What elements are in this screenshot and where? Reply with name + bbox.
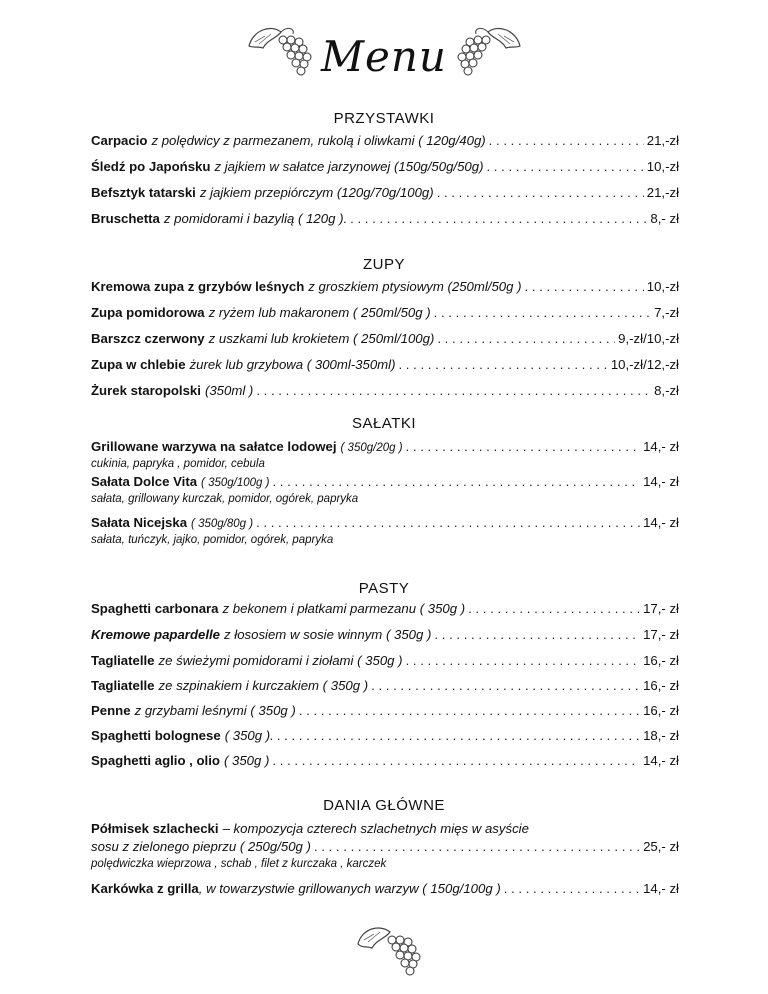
section-heading: ZUPY [362, 256, 405, 273]
item-price: 8,-zł [654, 383, 679, 398]
item-desc: – kompozycja czterech szlachetnych mięs w asyście [222, 821, 529, 836]
item-price: 25,- zł [643, 839, 679, 854]
item-desc: z uszkami lub krokietem ( 250ml/100g) [208, 331, 435, 346]
item-price: 14,- zł [643, 439, 679, 454]
dot-leader [468, 600, 640, 618]
item-price: 10,-zł/12,-zł [610, 357, 679, 372]
item-desc: żurek lub grzybowa ( 300ml-350ml) [189, 357, 396, 372]
item-desc: ( 350g/80g ) [191, 518, 254, 530]
item-name: Spaghetti carbonara [91, 601, 219, 616]
dot-leader [256, 382, 651, 400]
item-desc: z ryżem lub makaronem ( 250ml/50g ) [208, 305, 431, 320]
menu-item [91, 838, 679, 856]
item-desc: z pomidorami i bazylią ( 120g ). [163, 211, 348, 226]
item-price: 17,- zł [643, 601, 679, 616]
grapes-icon [352, 920, 430, 982]
item-price: 8,- zł [650, 211, 679, 226]
item-desc: , w towarzystwie grillowanych warzyw ( 150g/100g ) [198, 881, 501, 896]
item-desc: ze szpinakiem i kurczakiem ( 350g ) [158, 678, 369, 693]
dot-leader [406, 652, 641, 670]
item-price: 17,- zł [643, 627, 679, 642]
item-name: Tagliatelle [91, 678, 155, 693]
item-desc: ( 350g/20g ) [340, 442, 403, 454]
item-desc: z bekonem i płatkami parmezanu ( 350g ) [222, 601, 466, 616]
item-name: Kremowe papardelle [91, 627, 220, 642]
dot-leader [437, 330, 615, 348]
menu-item [91, 278, 679, 296]
menu-item [91, 382, 679, 400]
menu-item [91, 330, 679, 348]
dot-leader [489, 132, 644, 150]
dot-leader [525, 278, 644, 296]
item-desc: ( 350g/100g ) [201, 477, 270, 489]
item-price: 14,- zł [643, 753, 679, 768]
menu-item [91, 677, 679, 695]
dot-leader [350, 210, 647, 228]
dot-leader [434, 626, 640, 644]
item-price: 18,- zł [643, 728, 679, 743]
item-price: 16,- zł [643, 653, 679, 668]
item-price: 21,-zł [646, 185, 679, 200]
item-ingredients: sałata, grillowany kurczak, pomidor, ogórek, papryka [91, 493, 359, 505]
item-name: Sałata Nicejska [91, 515, 188, 530]
item-price: 10,-zł [646, 279, 679, 294]
item-name: Sałata Dolce Vita [91, 474, 198, 489]
item-price: 7,-zł [654, 305, 679, 320]
menu-item [91, 652, 679, 670]
item-name: Tagliatelle [91, 653, 155, 668]
menu-item [91, 184, 679, 202]
item-desc: z grzybami leśnymi ( 350g ) [134, 703, 296, 718]
item-name: Spaghetti aglio , olio [91, 753, 220, 768]
item-name: Karkówka z grilla [91, 881, 199, 896]
item-name: Zupa pomidorowa [91, 305, 205, 320]
item-desc: ze świeżymi pomidorami i ziołami ( 350g ) [158, 653, 403, 668]
item-ingredients: sałata, tuńczyk, jajko, pomidor, ogórek, papryka [91, 534, 334, 546]
menu-item [91, 210, 679, 228]
menu-header [0, 18, 768, 88]
item-name: Barszcz czerwony [91, 331, 205, 346]
item-ingredients: polędwiczka wieprzowa , schab , filet z kurczaka , karczek [91, 858, 387, 870]
dot-leader [486, 158, 643, 176]
item-price: 14,- zł [643, 515, 679, 530]
dot-leader [277, 727, 640, 745]
item-name: Penne [91, 703, 131, 718]
item-desc: z łososiem w sosie winnym ( 350g ) [224, 627, 432, 642]
item-name: Półmisek szlachecki [91, 821, 219, 836]
item-price: 9,-zł/10,-zł [618, 331, 679, 346]
item-name: Zupa w chlebie [91, 357, 186, 372]
dot-leader [272, 473, 640, 491]
item-desc: z groszkiem ptysiowym (250ml/50g ) [308, 279, 522, 294]
dot-leader [272, 752, 640, 770]
dot-leader [398, 356, 607, 374]
dot-leader [504, 880, 640, 898]
grapes-icon [448, 18, 526, 80]
dot-leader [444, 184, 644, 202]
item-desc: (350ml ) [204, 383, 254, 398]
menu-item [91, 880, 679, 898]
item-name: Żurek staropolski [91, 383, 201, 398]
section-heading: PASTY [358, 580, 410, 597]
item-desc: z polędwicy z parmezanem, rukolą i oliwkami ( 120g/40g) [151, 133, 486, 148]
menu-item [91, 438, 679, 457]
item-name: Śledź po Japońsku [91, 159, 211, 174]
item-name: Grillowane warzywa na sałatce lodowej [91, 439, 337, 454]
item-desc: z jajkiem w sałatce jarzynowej (150g/50g/50g) [214, 159, 484, 174]
item-price: 16,- zł [643, 703, 679, 718]
item-ingredients: cukinia, papryka , pomidor, cebula [91, 458, 265, 470]
menu-item [91, 132, 679, 150]
section-heading: PRZYSTAWKI [333, 110, 435, 127]
item-name: Kremowa zupa z grzybów leśnych [91, 279, 305, 294]
item-price: 14,- zł [643, 881, 679, 896]
item-price: 10,-zł [646, 159, 679, 174]
item-name: Befsztyk tatarski [91, 185, 196, 200]
menu-item [91, 702, 679, 720]
menu-item [91, 356, 679, 374]
dot-leader [434, 304, 651, 322]
item-name: Spaghetti bolognese [91, 728, 221, 743]
menu-item-line1 [91, 820, 679, 838]
item-desc: z jajkiem przepiórczym (120g/70g/100g) . [199, 185, 441, 200]
dot-leader [314, 838, 640, 856]
menu-item [91, 600, 679, 618]
menu-item [91, 473, 679, 492]
menu-item [91, 304, 679, 322]
item-desc: ( 350g ) [223, 753, 270, 768]
dot-leader [371, 677, 640, 695]
item-name: Carpacio [91, 133, 148, 148]
menu-item [91, 158, 679, 176]
section-heading: SAŁATKI [351, 415, 417, 432]
menu-item [91, 514, 679, 533]
item-desc-continued: sosu z zielonego pieprzu ( 250g/50g ) [91, 839, 311, 854]
dot-leader [256, 514, 640, 532]
menu-item [91, 727, 679, 745]
menu-item [91, 752, 679, 770]
item-price: 14,- zł [643, 474, 679, 489]
dot-leader [406, 438, 641, 456]
menu-item [91, 626, 679, 644]
item-name: Bruschetta [91, 211, 160, 226]
section-heading: DANIA GŁÓWNE [323, 797, 445, 814]
item-price: 21,-zł [646, 133, 679, 148]
item-desc: ( 350g ). [224, 728, 274, 743]
item-price: 16,- zł [643, 678, 679, 693]
dot-leader [299, 702, 640, 720]
menu-title: Menu [321, 32, 447, 81]
